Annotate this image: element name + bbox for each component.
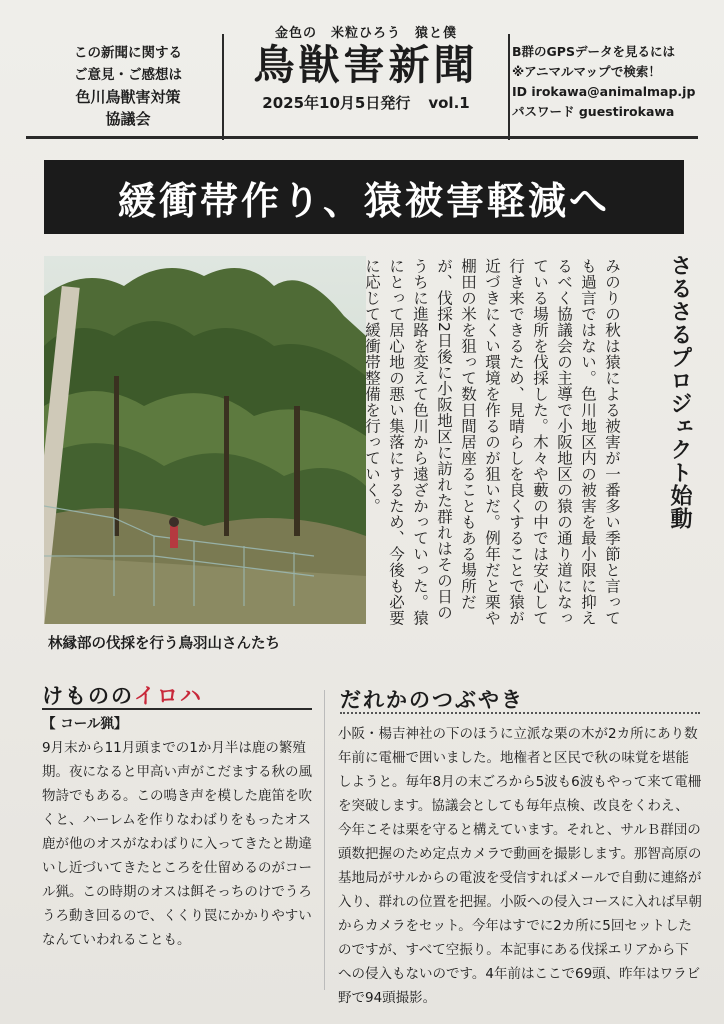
issue-volume: vol.1 — [428, 94, 470, 112]
gps-info — [512, 42, 712, 122]
newspaper-title: 鳥獣害新聞 — [253, 41, 479, 89]
article-title: さるさるプロジェクト始動 — [667, 254, 692, 530]
issue-date: 2025年10月5日発行 — [262, 94, 411, 112]
contact-line-1: この新聞に関する — [74, 45, 182, 61]
tagline: 金色の 米粒ひろう 猿と僕 — [274, 26, 457, 41]
contact-line-2: ご意見・ご感想は — [74, 67, 182, 83]
photo-caption: 林縁部の伐採を行う鳥羽山さんたち — [48, 636, 280, 652]
tsubuyaki-underline — [340, 712, 700, 714]
masthead-rule — [26, 136, 698, 139]
contact-info — [48, 42, 208, 130]
iroha-heading-accent: イロハ — [134, 684, 203, 708]
forest-photo — [44, 256, 366, 624]
gps-line-2: ※アニマルマップで検索！ — [512, 64, 661, 79]
article-body — [363, 258, 624, 628]
dateline — [226, 92, 506, 113]
gps-password: パスワード guestirokawa — [512, 104, 675, 119]
masthead — [26, 20, 698, 138]
forest-illustration — [44, 256, 366, 624]
tsubuyaki-heading: だれかのつぶやき — [340, 688, 524, 712]
column-divider — [324, 690, 325, 990]
contact-line-3: 色川鳥獣害対策 — [75, 88, 181, 106]
iroha-underline — [42, 708, 312, 710]
iroha-heading — [42, 680, 203, 710]
gps-line-1: B群のGPSデータを見るには — [512, 44, 675, 59]
iroha-tag: 【 コール猟】 — [42, 716, 128, 732]
masthead-divider-left — [222, 34, 224, 140]
iroha-column — [42, 712, 322, 952]
iroha-body: 9月末から11月頭までの1か月半は鹿の繁殖期。夜になると甲高い声がこだまする秋の風物詩でもある。この鳴き声を模した鹿笛を吹くと、ハーレムを作りなわばりをもったオス鹿が他のオスがなわばりに入ってきたと勘違いし近づいてきたところを仕留めるのがコール猟。この時期のオスは餌そっちのけでうろうろ動き回るので、くくり罠にかかりやすいなんていわれることも。 — [42, 740, 312, 948]
masthead-divider-right — [508, 34, 510, 140]
tsubuyaki-body: 小阪・楊吉神社の下のほうに立派な栗の木が2カ所にあり数年前に電柵で囲いました。地権者と区民で秋の味覚を堪能しようと。毎年8月の末ごろから5波も6波もやって来て電柵を突破します。協議会としても毎年点検、改良をくわえ、今年こそは栗を守ると構えています。それと、サルＢ群団の頭数把握のため定点カメラで動画を撮影します。那智高原の基地局がサルからの電波を受信すればメールで自動に連絡が入り、群れの位置を把握。小阪への侵入コースに入れば早朝からカメラをセット。今年はすでに2カ所に5回セットしたのですが、すべて空振り。本記事にある伐採エリアから下への侵入もないのです。4年前はここで69頭、昨年はワラビ野で94頭撮影。 — [338, 726, 702, 1006]
article-text: みのりの秋は猿による被害が一番多い季節と言っても過言ではない。色川地区内の被害を最小限に抑えるべく協議会の主導で小阪地区の猿の通り道になっている場所を伐採した。木々や藪の中では安心して行き来できるため、見晴らしを良くすることで猿が近づきにくい環境を作るのが狙いだ。例年だと栗や棚田の米を狙って数日間居座ることもある場所だが、伐採2日後に小阪地区に訪れた群れはその日のうちに進路を変えて色川から遠ざかっていった。猿にとって居心地の悪い集落にするため、今後も必要に応じて緩衝帯整備を行っていく。 — [363, 258, 621, 626]
headline: 緩衝帯作り、猿被害軽減へ — [44, 160, 684, 234]
iroha-heading-prefix: けものの — [42, 684, 134, 708]
contact-line-4: 協議会 — [105, 110, 151, 128]
gps-id: ID irokawa@animalmap.jp — [512, 84, 696, 99]
masthead-title-block — [226, 20, 506, 113]
